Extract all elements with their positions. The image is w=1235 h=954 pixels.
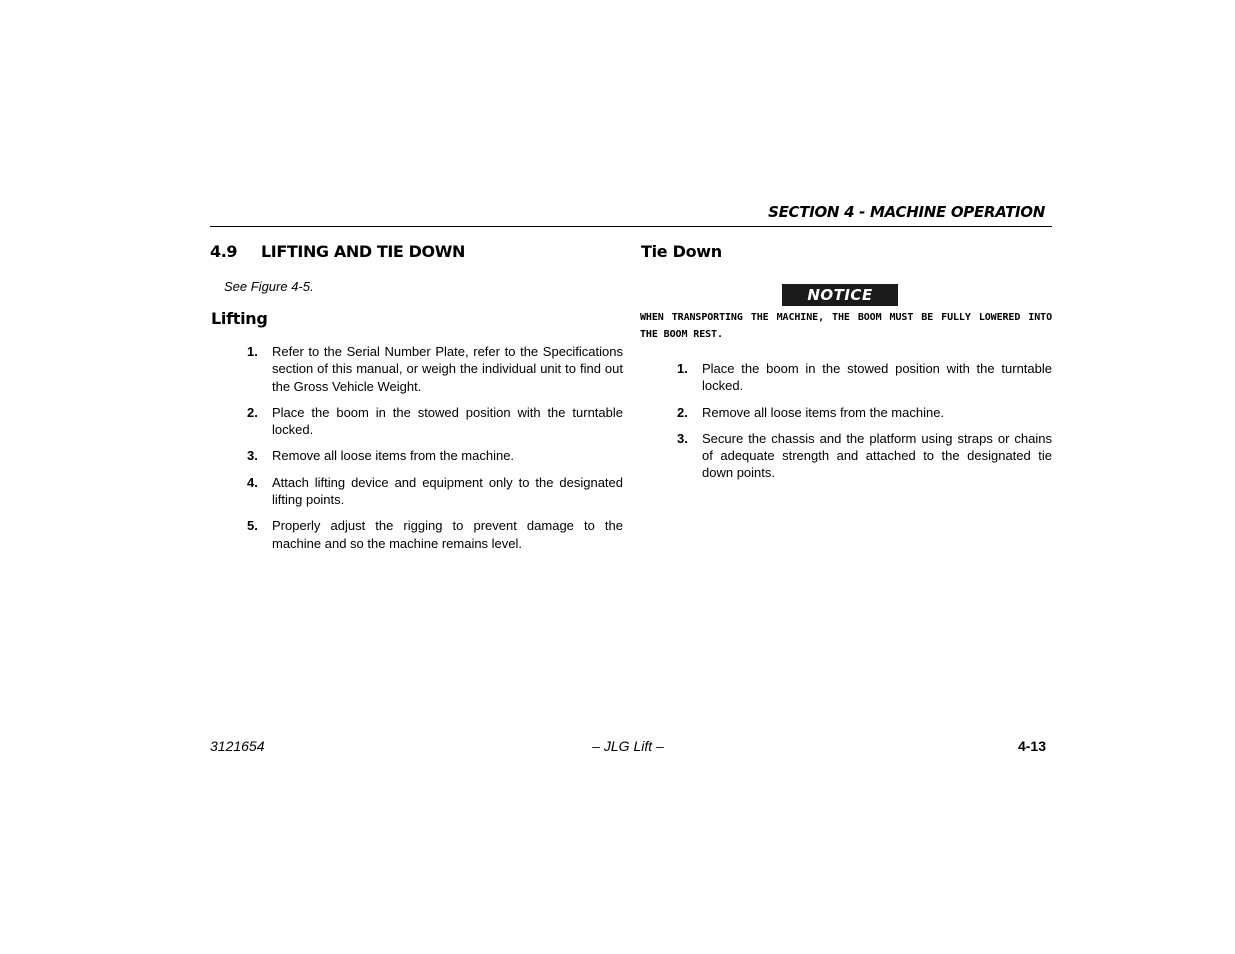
step-text: Place the boom in the stowed position with the turntable locked.	[702, 361, 1052, 394]
list-item	[677, 404, 1052, 421]
notice-text: WHEN TRANSPORTING THE MACHINE, THE BOOM MUST BE FULLY LOWERED INTO THE BOOM REST.	[640, 312, 1052, 340]
step-number: 1.	[677, 361, 688, 376]
tie-down-steps-list	[677, 360, 1052, 491]
lifting-heading: Lifting	[211, 309, 268, 328]
lifting-steps-list	[247, 343, 623, 561]
step-text: Attach lifting device and equipment only to the designated lifting points.	[272, 474, 623, 508]
step-text: Refer to the Serial Number Plate, refer to the Specifications section of this manual, or weigh the individual unit to find out the Gross Vehicle Weight.	[272, 344, 623, 394]
section-header-title: SECTION 4 - MACHINE OPERATION	[768, 203, 1045, 221]
list-item	[247, 474, 623, 509]
step-text: Remove all loose items from the machine.	[272, 448, 515, 464]
step-number: 2.	[677, 404, 688, 420]
step-number: 1.	[247, 344, 258, 359]
list-item	[247, 447, 623, 464]
section-heading	[210, 240, 623, 264]
page-number: 4-13	[1017, 738, 1046, 754]
list-item	[247, 517, 623, 552]
list-item	[247, 404, 623, 439]
step-number: 3.	[677, 430, 688, 446]
page-footer	[210, 738, 1046, 758]
step-number: 2.	[247, 404, 258, 420]
list-item	[677, 430, 1052, 482]
list-item	[677, 360, 1052, 395]
notice-badge: NOTICE	[782, 284, 898, 306]
step-number: 3.	[247, 448, 258, 464]
step-text: Properly adjust the rigging to prevent damage to the machine and so the machine remains level.	[272, 518, 623, 551]
section-number: 4.9	[210, 242, 238, 261]
step-text: Remove all loose items from the machine.	[702, 404, 945, 420]
section-title: LIFTING AND TIE DOWN	[261, 242, 465, 261]
header-divider	[210, 226, 1052, 227]
step-text: Secure the chassis and the platform using straps or chains of adequate strength and attached to the designated tie down points.	[702, 430, 1052, 481]
step-number: 5.	[247, 518, 258, 534]
document-number: 3121654	[210, 738, 265, 754]
step-number: 4.	[247, 474, 258, 490]
figure-reference: See Figure 4-5.	[224, 279, 314, 294]
step-text: Place the boom in the stowed position with the turntable locked.	[272, 404, 623, 438]
left-column	[210, 240, 623, 551]
list-item	[247, 343, 623, 395]
tie-down-heading: Tie Down	[641, 242, 722, 261]
footer-brand: – JLG Lift –	[592, 738, 664, 754]
